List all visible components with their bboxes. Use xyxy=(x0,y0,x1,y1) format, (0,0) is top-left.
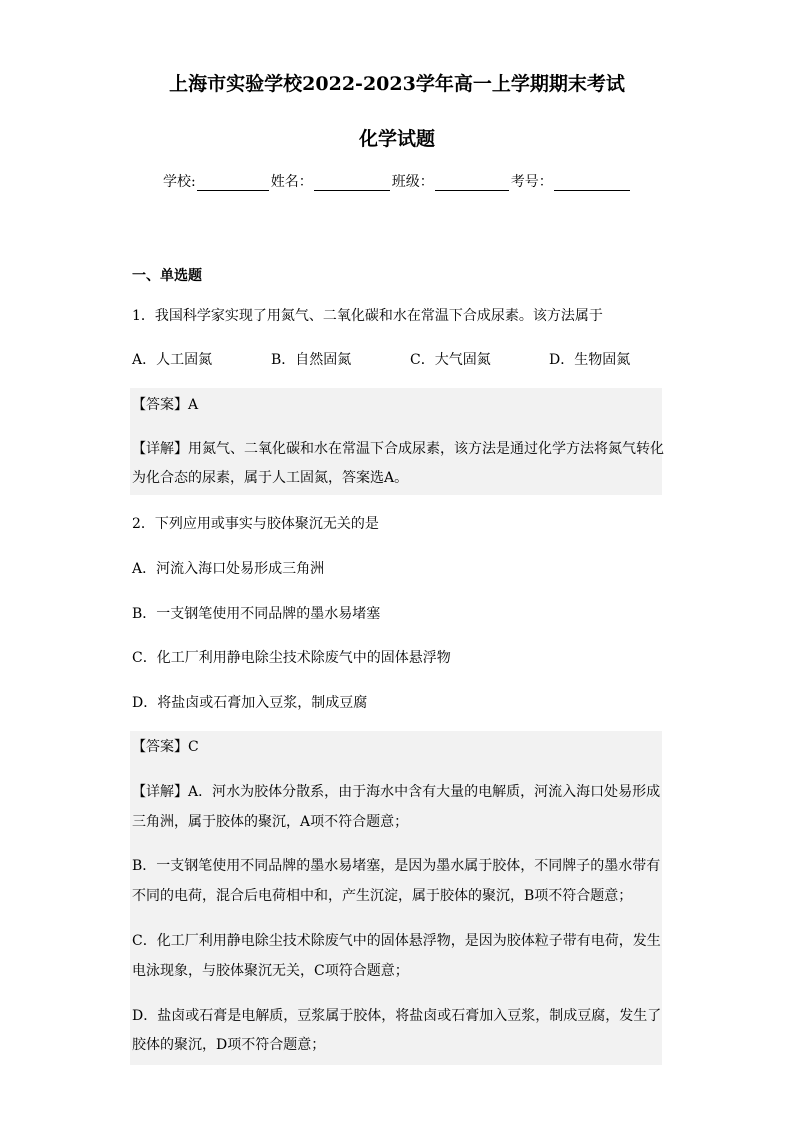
class-blank xyxy=(435,175,509,191)
section-heading: 一、单选题 xyxy=(132,268,202,284)
exam-subtitle: 化学试题 xyxy=(358,128,435,150)
question-1-option-a: A．人工固氮 xyxy=(132,352,213,368)
question-1-detail-line-2: 为化合态的尿素，属于人工固氮，答案选A。 xyxy=(132,470,409,486)
question-2-detail-line-7: D．盐卤或石膏是电解质，豆浆属于胶体，将盐卤或石膏加入豆浆，制成豆腐，发生了 xyxy=(132,1008,662,1024)
question-2-detail-line-8: 胶体的聚沉，D项不符合题意； xyxy=(132,1037,326,1053)
question-2-option-d: D．将盐卤或石膏加入豆浆，制成豆腐 xyxy=(132,695,368,711)
question-2-option-c: C．化工厂利用静电除尘技术除废气中的固体悬浮物 xyxy=(132,650,451,666)
question-2-answer-box xyxy=(130,731,662,1065)
question-2-detail-line-3: B．一支钢笔使用不同品牌的墨水易堵塞，是因为墨水属于胶体，不同牌子的墨水带有 xyxy=(132,858,661,874)
student-info-line xyxy=(163,171,632,191)
question-1-answer: 【答案】A xyxy=(132,397,199,413)
question-1-stem: 1．我国科学家实现了用氮气、二氧化碳和水在常温下合成尿素。该方法属于 xyxy=(132,308,603,324)
school-blank xyxy=(197,175,269,191)
question-2-option-b: B．一支钢笔使用不同品牌的墨水易堵塞 xyxy=(132,606,381,622)
question-2-detail-line-6: 电泳现象，与胶体聚沉无关，C项符合题意； xyxy=(132,963,409,979)
question-2-stem: 2．下列应用或事实与胶体聚沉无关的是 xyxy=(132,516,379,532)
question-2-detail-line-1: 【详解】A．河水为胶体分散系，由于海水中含有大量的电解质，河流入海口处易形成 xyxy=(132,784,661,800)
question-1-detail-line-1: 【详解】用氮气、二氧化碳和水在常温下合成尿素，该方法是通过化学方法将氮气转化 xyxy=(132,441,664,457)
question-1-option-b: B．自然固氮 xyxy=(271,352,352,368)
question-2-detail-line-4: 不同的电荷，混合后电荷相中和，产生沉淀，属于胶体的聚沉，B项不符合题意； xyxy=(132,888,633,904)
exam-title: 上海市实验学校2022-2023学年高一上学期期末考试 xyxy=(169,73,625,95)
question-2-detail-line-5: C．化工厂利用静电除尘技术除废气中的固体悬浮物，是因为胶体粒子带有电荷，发生 xyxy=(132,933,661,949)
name-label: 姓名： xyxy=(270,174,313,190)
number-blank xyxy=(554,175,630,191)
school-label: 学校: xyxy=(163,174,196,190)
question-1-answer-box xyxy=(130,388,662,495)
question-2-option-a: A．河流入海口处易形成三角洲 xyxy=(132,561,325,577)
class-label: 班级： xyxy=(391,174,434,190)
number-label: 考号： xyxy=(510,174,553,190)
question-1-option-d: D．生物固氮 xyxy=(549,352,631,368)
question-2-answer: 【答案】C xyxy=(132,739,199,755)
question-1-option-c: C．大气固氮 xyxy=(410,352,491,368)
name-blank xyxy=(314,175,390,191)
question-2-detail-line-2: 三角洲，属于胶体的聚沉，A项不符合题意； xyxy=(132,814,409,830)
